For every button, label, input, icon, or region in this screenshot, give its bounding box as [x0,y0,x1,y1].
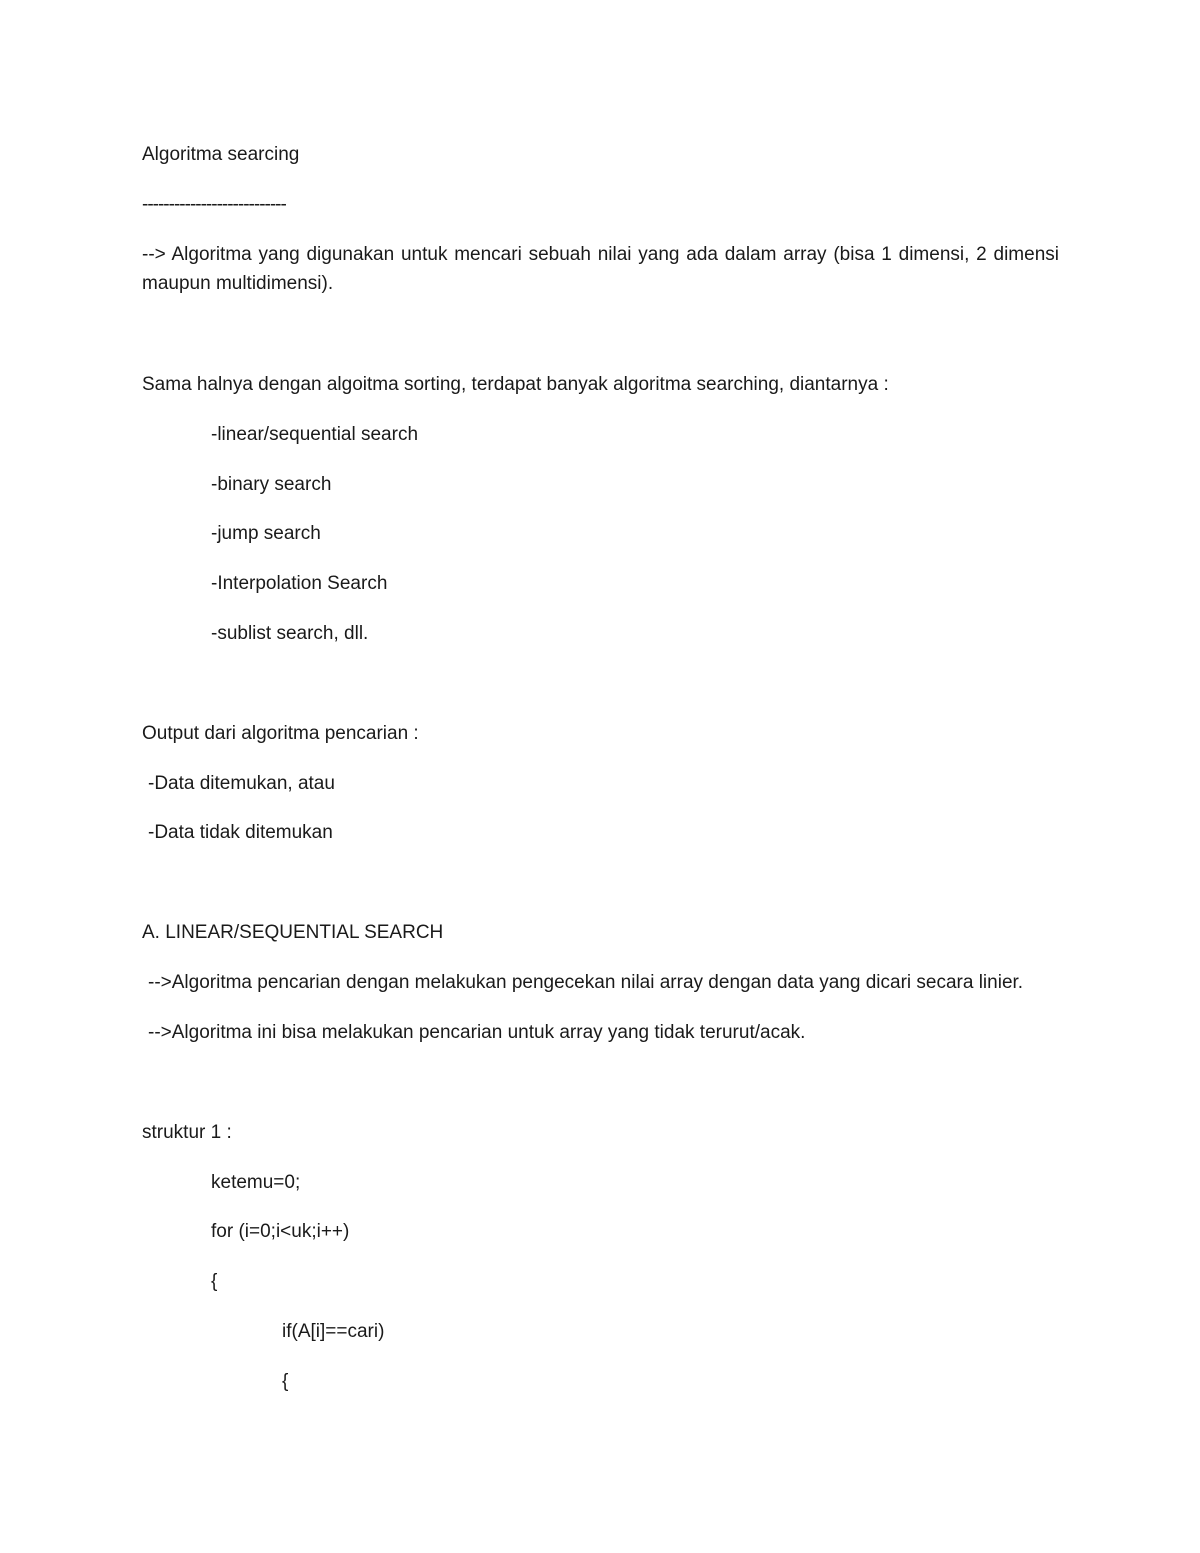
section-a-point: -->Algoritma ini bisa melakukan pencarian untuk array yang tidak terurut/acak. [148,1022,806,1043]
output-heading: Output dari algoritma pencarian : [142,723,419,744]
document-title: Algoritma searcing [142,144,300,165]
code-line: ketemu=0; [211,1172,301,1193]
output-item: -Data tidak ditemukan [148,822,333,843]
algorithm-item: -linear/sequential search [211,424,419,445]
algorithm-item: -binary search [211,474,332,495]
structure-label: struktur 1 : [142,1122,232,1143]
algorithm-item: -Interpolation Search [211,573,388,594]
section-a-point: -->Algoritma pencarian dengan melakukan pengecekan nilai array dengan data yang dicari secara linier. [148,972,1024,993]
title-separator: --------------------------- [142,194,286,215]
intro-paragraph: --> Algoritma yang digunakan untuk mencari sebuah nilai yang ada dalam array (bisa 1 dimensi, 2 dimensi maupun multidimensi). [142,244,1059,294]
code-line: for (i=0;i<uk;i++) [211,1221,350,1242]
code-line: if(A[i]==cari) [282,1321,385,1342]
code-line: { [282,1371,289,1392]
code-line: { [211,1271,218,1292]
list-intro: Sama halnya dengan algoitma sorting, terdapat banyak algoritma searching, diantarnya : [142,374,889,395]
algorithm-item: -jump search [211,523,321,544]
section-a-heading: A. LINEAR/SEQUENTIAL SEARCH [142,922,444,943]
algorithm-item: -sublist search, dll. [211,623,369,644]
output-item: -Data ditemukan, atau [148,773,335,794]
